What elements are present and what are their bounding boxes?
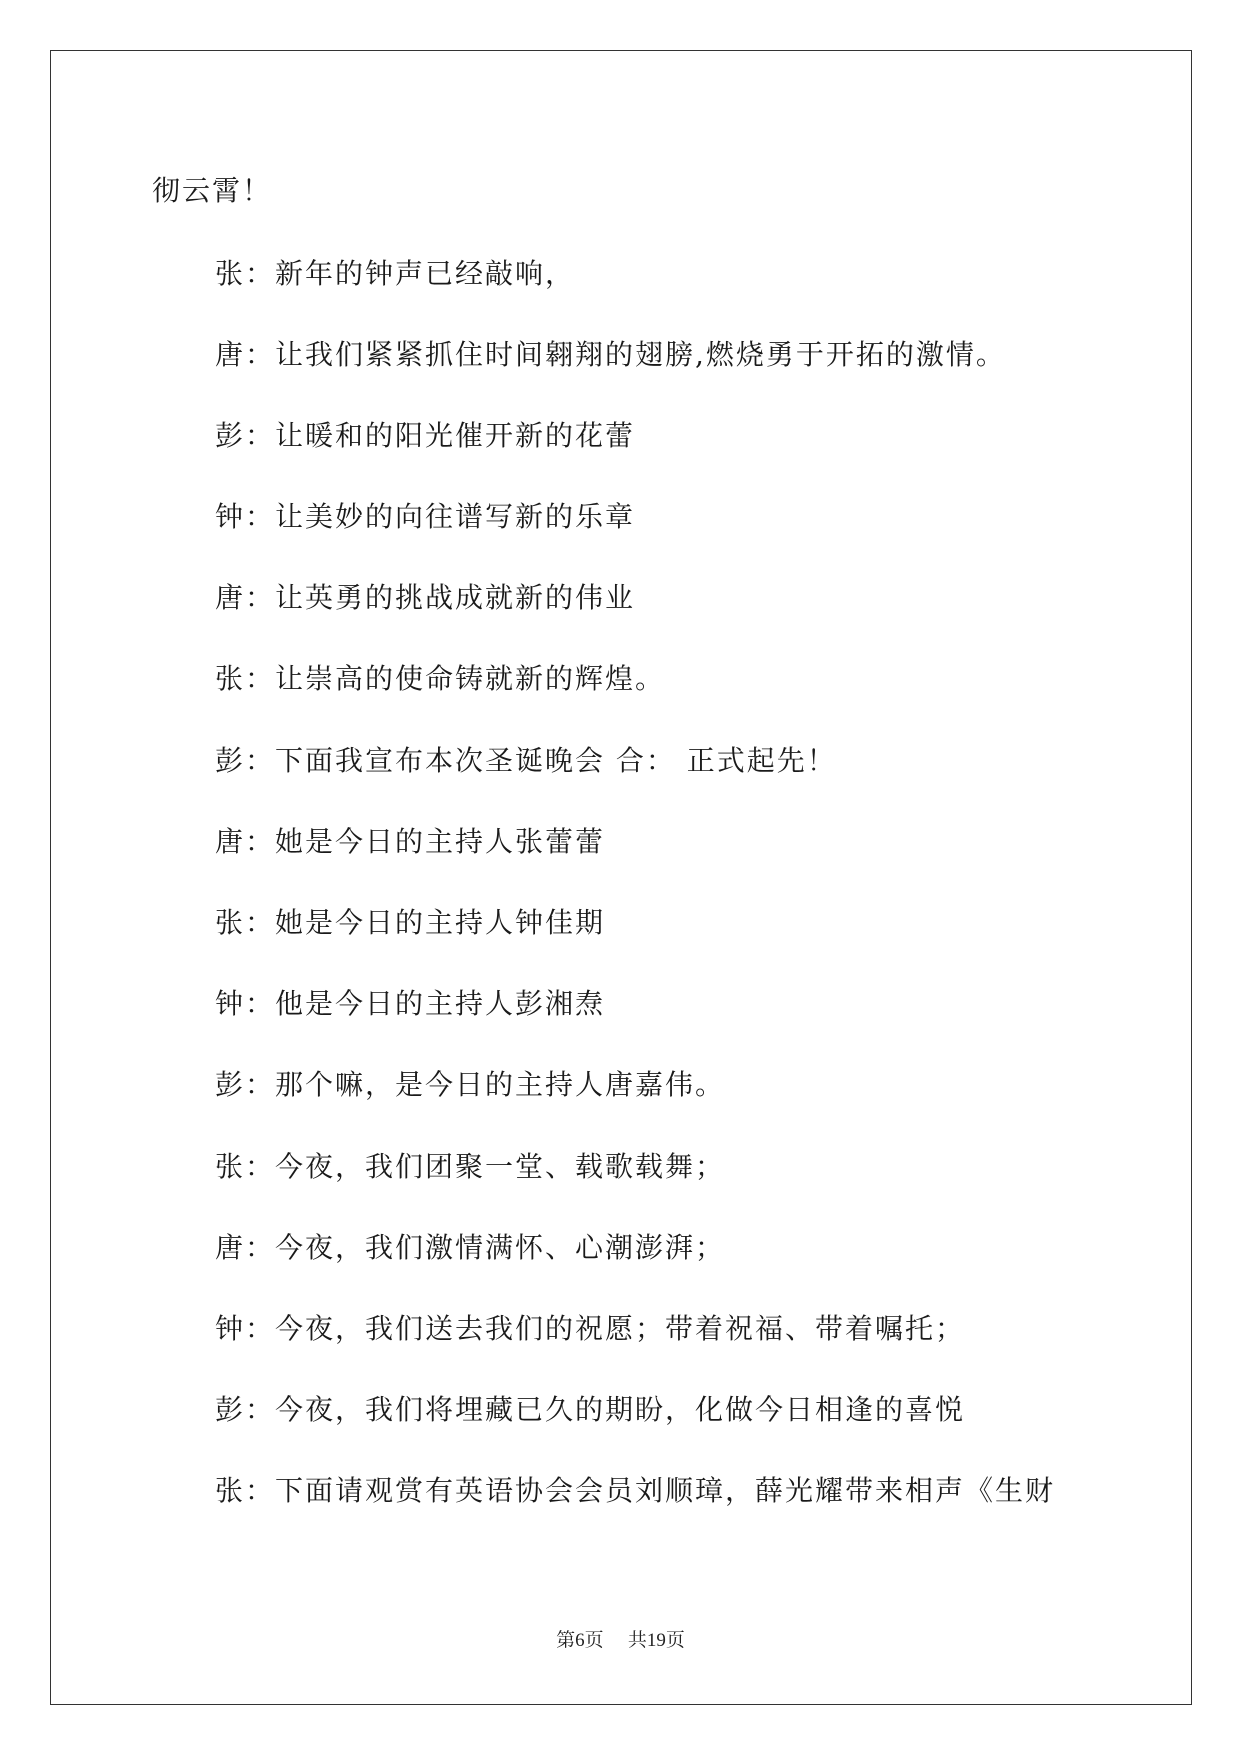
dialogue-line: 彭：让暖和的阳光催开新的花蕾 — [215, 419, 636, 452]
dialogue-line: 张：下面请观赏有英语协会会员刘顺璋，薛光耀带来相声《生财 — [215, 1474, 1056, 1507]
dialogue-line: 唐：今夜，我们激情满怀、心潮澎湃； — [215, 1231, 726, 1264]
dialogue-line: 张：她是今日的主持人钟佳期 — [215, 906, 606, 939]
dialogue-line: 彭：今夜，我们将埋藏已久的期盼，化做今日相逢的喜悦 — [215, 1393, 966, 1426]
dialogue-line: 唐：她是今日的主持人张蕾蕾 — [215, 825, 606, 858]
dialogue-line: 彭：下面我宣布本次圣诞晚会 合： 正式起先！ — [215, 744, 837, 777]
footer-total-suffix: 页 — [665, 1629, 685, 1651]
dialogue-line: 彭：那个嘛，是今日的主持人唐嘉伟。 — [215, 1068, 726, 1101]
page-border — [50, 50, 1192, 1705]
footer-prefix: 第 — [556, 1629, 576, 1651]
dialogue-line: 张：让崇高的使命铸就新的辉煌。 — [215, 662, 666, 695]
total-page-count: 19 — [646, 1630, 666, 1651]
dialogue-line: 钟：他是今日的主持人彭湘焘 — [215, 987, 606, 1020]
dialogue-line: 钟：今夜，我们送去我们的祝愿；带着祝福、带着嘱托； — [215, 1312, 966, 1345]
dialogue-line: 张：新年的钟声已经敲响， — [215, 257, 576, 290]
footer-page-suffix: 页 — [584, 1629, 604, 1651]
footer-total-prefix: 共 — [627, 1629, 647, 1651]
page-footer — [0, 1628, 1241, 1653]
dialogue-line: 唐：让我们紧紧抓住时间翱翔的翅膀,燃烧勇于开拓的激情。 — [215, 338, 1006, 371]
dialogue-line: 唐：让英勇的挑战成就新的伟业 — [215, 581, 636, 614]
dialogue-line: 钟：让美妙的向往谱写新的乐章 — [215, 500, 636, 533]
continuation-line: 彻云霄！ — [152, 174, 273, 207]
current-page-number: 6 — [575, 1630, 585, 1651]
dialogue-line: 张：今夜，我们团聚一堂、载歌载舞； — [215, 1150, 726, 1183]
